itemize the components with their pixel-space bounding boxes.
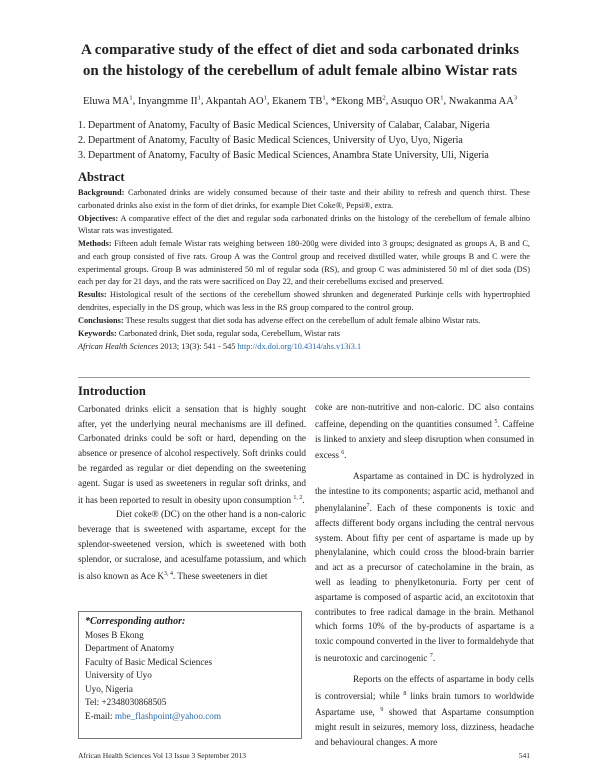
section-divider [78, 377, 530, 378]
corresponding-author-box [78, 611, 302, 739]
abstract-heading: Abstract [78, 170, 125, 184]
corresponding-author-line: Moses B Ekong [85, 629, 144, 640]
affiliation: 2. Department of Anatomy, Faculty of Basic Medical Sciences, University of Uyo, Uyo, Nigeria [78, 135, 463, 146]
corresponding-author-line: University of Uyo [85, 670, 152, 680]
corresponding-author-email-line: E-mail: mbe_flashpoint@yahoo.com [85, 710, 222, 721]
intro-paragraph: coke are non-nutritive and non-caloric. DC also contains caffeine, depending on the quantities consumed $^5$. Caffeine is linked to anxiety and sleep disruption when consumed in excess $^6$. [315, 402, 534, 461]
abstract-results: Results: Histological result of the sections of the cerebellum showed shrunken and degenerated Purkinje cells with hypertrophied dendrites, especially in the DS group, which was less in the RS group compared to the control group. [78, 290, 531, 312]
author: Asuquo $OR^1$ [390, 94, 444, 107]
corresponding-author-line: Department of Anatomy [85, 643, 175, 653]
title-line: on the histology of the cerebellum of adult female albino Wistar rats [82, 63, 518, 79]
author: Nwakanma $AA^3$ [448, 94, 518, 107]
author: Akpantah $AO^1$ [205, 94, 267, 107]
intro-paragraph: Diet coke® (DC) on the other hand is a non-caloric beverage that is sweetened with aspartame, except for the splendor-sweetened version, which is sweetened with both splendor, or sucralose, and acesulfame potassium, and which is also known as Ace K$^{3, 4}$. These sweeteners in diet [78, 509, 306, 581]
abstract-objectives: Objectives: A comparative effect of the diet and regular soda carbonated drinks on the histology of the cerebellum of female albino Wistar rats was investigated. [78, 213, 530, 236]
introduction-right-column [315, 400, 534, 750]
author: Ekanem $TB^1$ [272, 94, 326, 107]
email-link[interactable]: mbe_flashpoint@yahoo.com [114, 710, 222, 721]
author: Eluwa $MA^1$ [82, 94, 133, 107]
page-number: 541 [518, 751, 530, 760]
corresponding-author-line: Uyo, Nigeria [85, 683, 133, 694]
article-title [40, 40, 560, 82]
intro-paragraph: Reports on the effects of aspartame in body cells is controversial; while $^8$ links brain tumors to worldwide Aspartame use, $^9$ showed that Aspartame consumption might result in seizures, memory loss, dizziness, headache and behavioural changes. A more [315, 673, 535, 748]
author-list: Eluwa $MA^1$, Inyangmme $II^1$, Akpantah $AO^1$, Ekanem $TB^1$, *Ekong $MB^2$, Asuquo $OR^1$, Nwakanma $AA^3$ [82, 94, 518, 107]
journal-footer: African Health Sciences Vol 13 Issue 3 September 2013 [78, 751, 247, 760]
abstract-keywords: Keywords: Carbonated drink, Diet soda, regular soda, Cerebellum, Wistar rats [78, 329, 340, 339]
abstract-background: Background: Carbonated drinks are widely consumed because of their taste and their ability to refresh and quench thirst. These carbonated drinks also exist in the form of diet drinks, for example Diet Coke®, Pepsi®, extra. [78, 188, 530, 210]
doi-link[interactable]: http://dx.doi.org/10.4314/ahs.v13i3.1 [237, 342, 362, 352]
intro-paragraph: Aspartame as contained in DC is hydrolyzed in the intestine to its components; aspartic acid, methanol and phenylalanine$^7$. Each of these components is toxic and affects different body organs including the central nervous system. About fifty per cent of aspartame is made up by phenylalanine, which could cross the blood-brain barrier and act as a precursor of catecholamine in the brain, as well as leading to phenylketonuria. Forty per cent of aspartame is composed of aspartic acid, an excitotoxin that contributes to free radical damage in the brain. Methanol which forms 10% of the by-products of aspartame is a toxic compound converted in the liver to formaldehyde that is neurotoxic and carcinogenic $^7$. [315, 471, 534, 663]
introduction-heading: Introduction [78, 384, 146, 398]
corresponding-author-line: Faculty of Basic Medical Sciences [85, 656, 213, 667]
affiliation-list [78, 118, 548, 163]
affiliation: 1. Department of Anatomy, Faculty of Basic Medical Sciences, University of Calabar, Calabar, Nigeria [78, 120, 490, 131]
author: Inyangmme $II^1$ [137, 94, 201, 107]
corresponding-author-line: Tel: +2348030868505 [85, 697, 167, 707]
intro-paragraph: Carbonated drinks elicit a sensation that is highly sought after, yet the underlying neural mechanisms are ill defined. Carbonated drinks could be soft or hard, depending on the absence or presence of alcohol respectively. Soft drinks could be regarded as regular or diet depending on the sweetening agent. Sugar is used as sweeteners in regular soft drinks, and it has been reported to result in obesity upon consumption $^{1, 2}$. [78, 403, 306, 505]
title-line: A comparative study of the effect of diet and soda carbonated drinks [81, 42, 519, 58]
introduction-left-column [78, 384, 306, 583]
corresponding-author-heading: *Corresponding author: [85, 616, 186, 627]
abstract-conclusions: Conclusions: These results suggest that diet soda has adverse effect on the cerebellum of adult female albino Wistar rats. [78, 315, 481, 325]
citation-line: African Health Sciences 2013; 13(3): 541 - 545 http://dx.doi.org/10.4314/ahs.v13i3.1 [78, 342, 362, 352]
abstract-section [78, 170, 530, 354]
author: *Ekong $MB^2$ [330, 94, 386, 107]
affiliation: 3. Department of Anatomy, Faculty of Basic Medical Sciences, Anambra State University, Uli, Nigeria [78, 150, 489, 161]
abstract-methods: Methods: Fifteen adult female Wistar rats weighing between 180-200g were divided into 3 groups; designated as groups A, B and C, and each group consisted of five rats. Group A was the Control group and received distilled water, while groups B and C were the experimental groups. Group B was administered 50 ml of regular soda (RS), and group C was administered 50 ml of diet soda (DS) each per day for 21 days, and the rats were sacrificed on Day 22, and their cerebellums excised and preserved. [78, 239, 530, 287]
